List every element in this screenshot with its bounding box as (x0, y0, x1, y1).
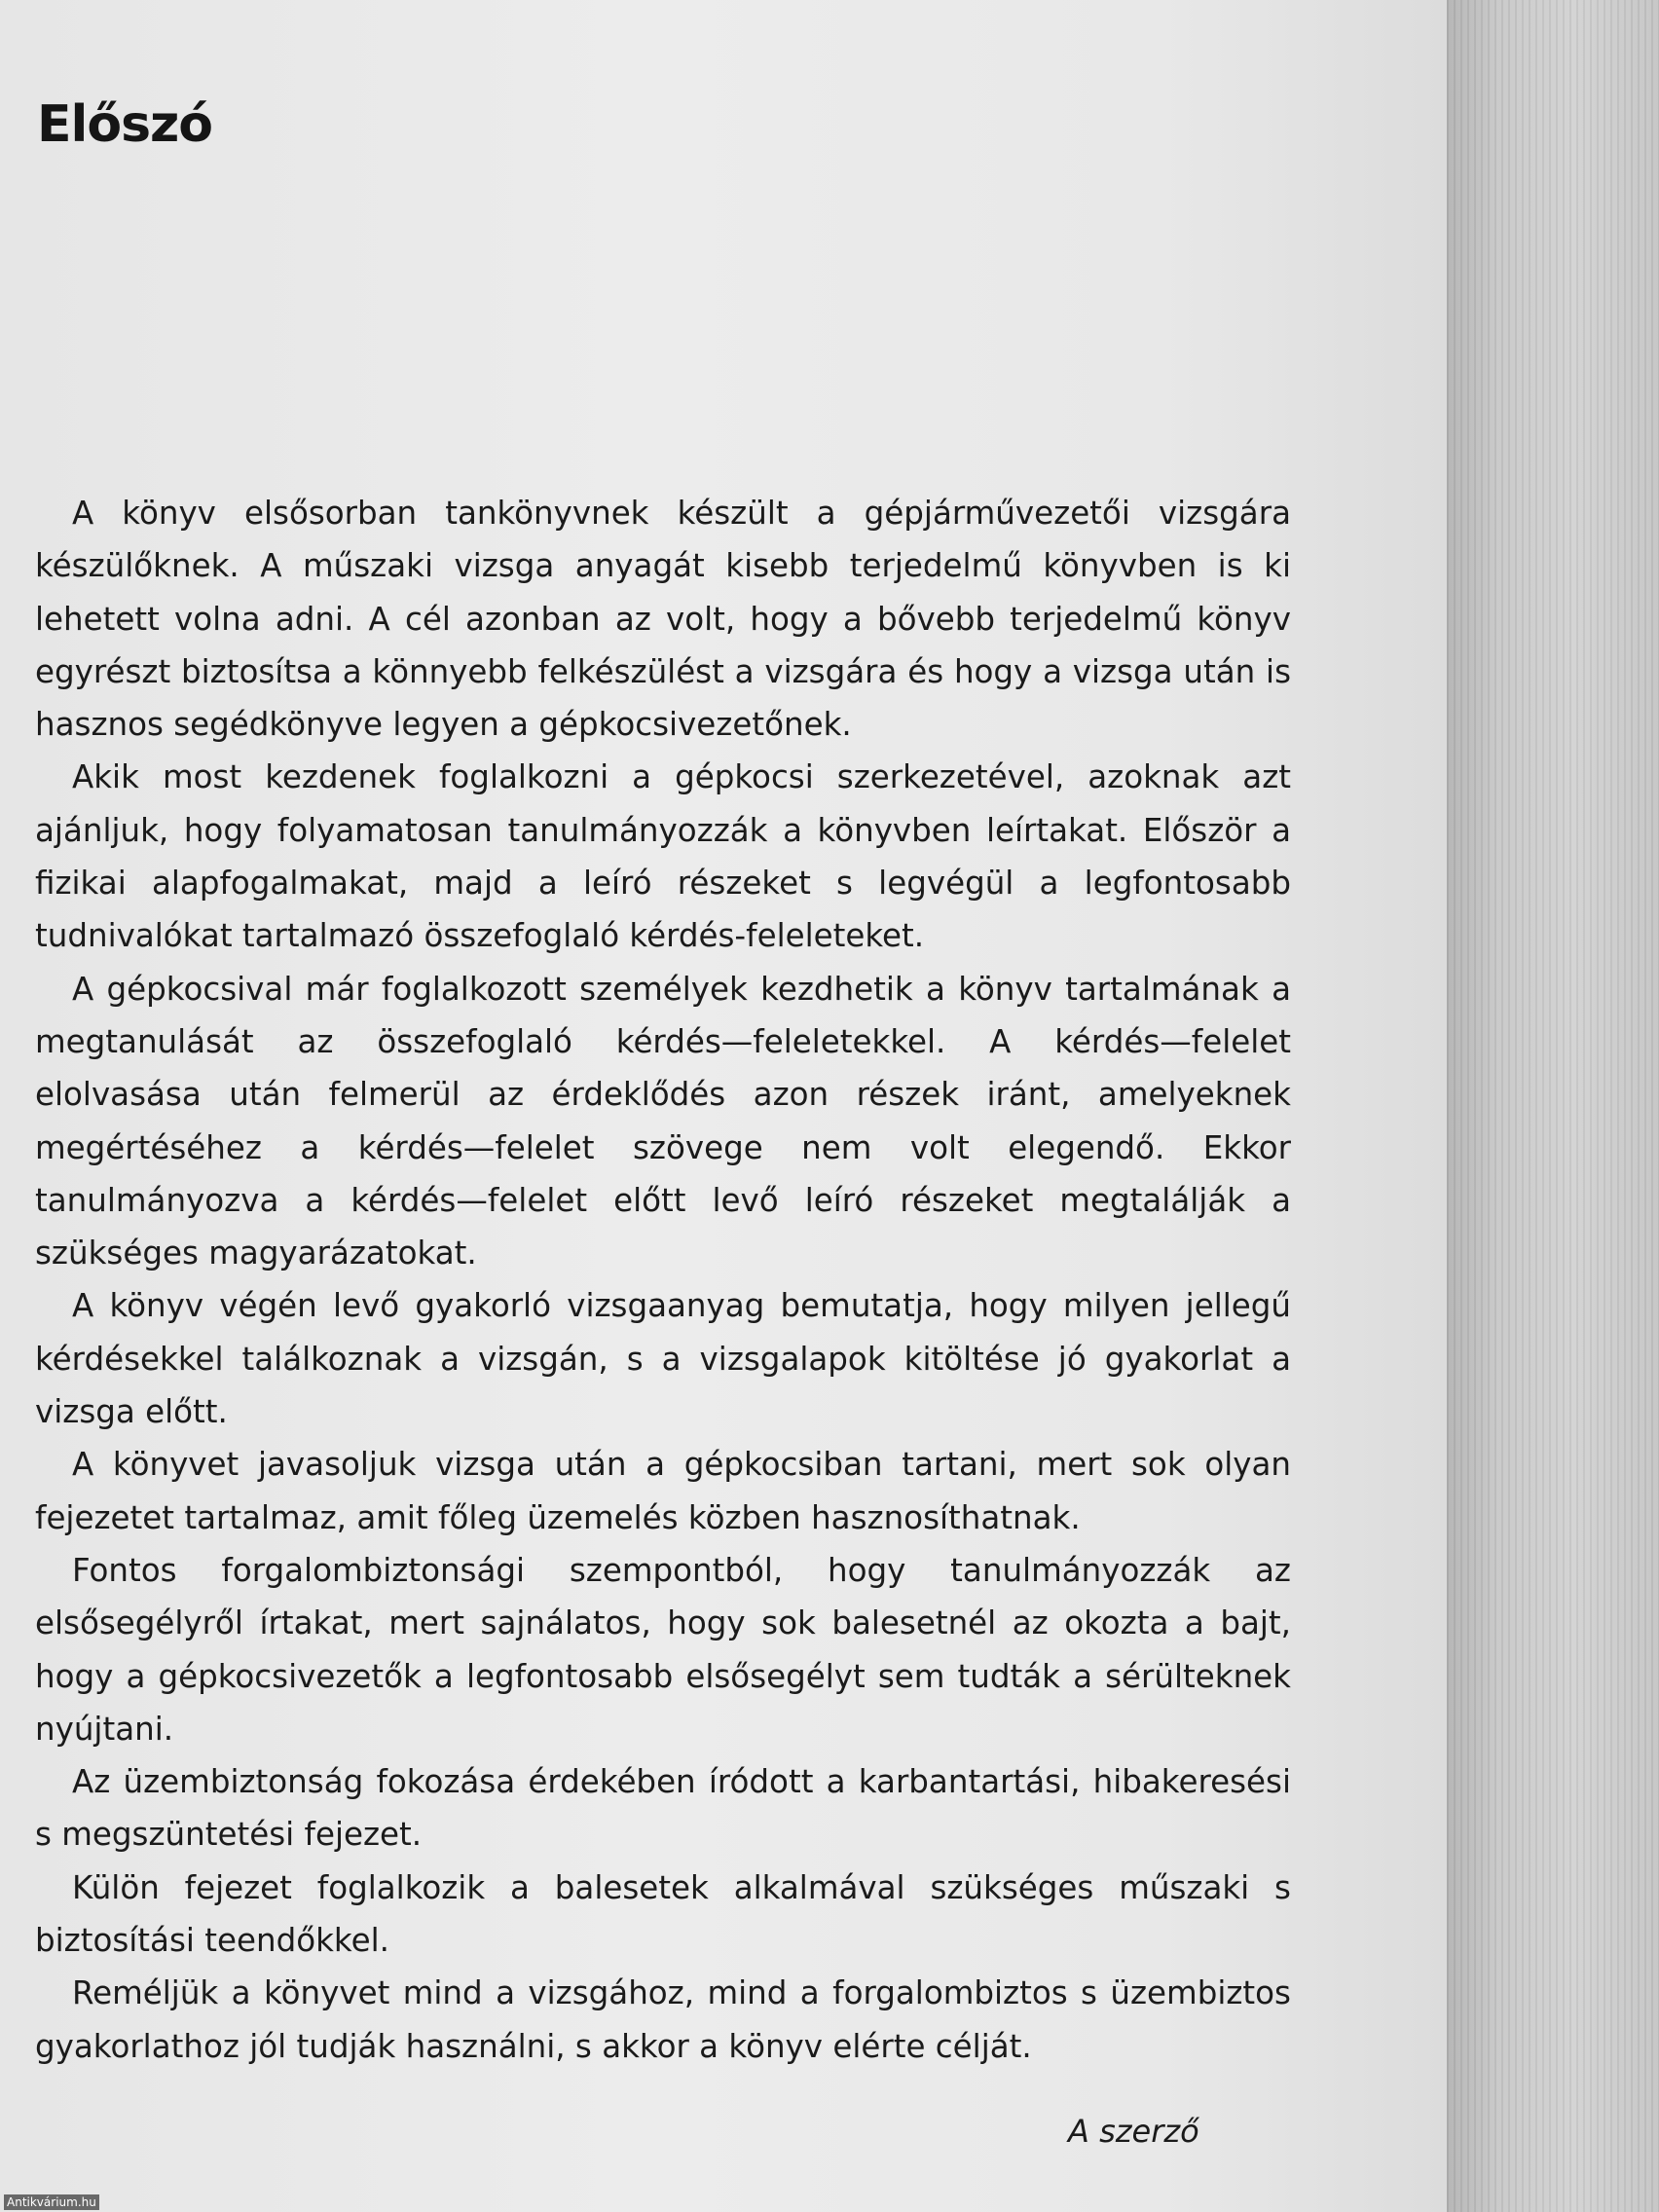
author-signature: A szerző (1068, 2113, 1199, 2150)
paragraph: A könyvet javasoljuk vizsga után a gépkocsiban tartani, mert sok olyan fejezetet tartalmaz, amit főleg üzemelés közben hasznosíthatnak. (35, 1446, 1291, 1536)
adjacent-page-edge (1447, 0, 1659, 2212)
paragraph: Fontos forgalombiztonsági szempontból, hogy tanulmányozzák az elsősegélyről írtakat, mert sajnálatos, hogy sok balesetnél az okozta a bajt, hogy a gépkocsivezetők a legfontosabb elsősegélyt sem tudták a sérülteknek nyújtani. (35, 1551, 1291, 1748)
paragraph: Akik most kezdenek foglalkozni a gépkocsi szerkezetével, azoknak azt ajánljuk, hogy folyamatosan tanulmányozzák a könyvben leírtakat. Először a fizikai alapfogalmakat, majd a leíró részeket s legvégül a legfontosabb tudnivalókat tartalmazó összefoglaló kérdés-feleleteket. (35, 758, 1291, 955)
paragraph: Az üzembiztonság fokozása érdekében íródott a karbantartási, hibakeresési s megszüntetési fejezet. (35, 1763, 1291, 1854)
preface-body (35, 487, 1291, 2073)
page-title: Előszó (37, 95, 213, 154)
paragraph: A könyv végén levő gyakorló vizsgaanyag bemutatja, hogy milyen jellegű kérdésekkel találkoznak a vizsgán, s a vizsgalapok kitöltése jó gyakorlat a vizsga előtt. (35, 1287, 1291, 1431)
paragraph: Reméljük a könyvet mind a vizsgához, mind a forgalombiztos s üzembiztos gyakorlathoz jól tudják használni, s akkor a könyv elérte célját. (35, 1974, 1291, 2065)
paragraph: A gépkocsival már foglalkozott személyek kezdhetik a könyv tartalmának a megtanulását az összefoglaló kérdés—feleletekkel. A kérdés—felelet elolvasása után felmerül az érdeklődés azon részek iránt, amelyeknek megértéséhez a kérdés—felelet szövege nem volt elegendő. Ekkor tanulmányozva a kérdés—felelet előtt levő leíró részeket megtalálják a szükséges magyarázatokat. (35, 970, 1291, 1272)
paragraph: Külön fejezet foglalkozik a balesetek alkalmával szükséges műszaki s biztosítási teendőkkel. (35, 1868, 1291, 1960)
watermark: Antikvárium.hu (4, 2194, 99, 2210)
paragraph: A könyv elsősorban tankönyvnek készült a gépjárművezetői vizsgára készülőknek. A műszaki vizsga anyagát kisebb terjedelmű könyvben is ki lehetett volna adni. A cél azonban az volt, hogy a bővebb terjedelmű könyv egyrészt biztosítsa a könnyebb felkészülést a vizsgára és hogy a vizsga után is hasznos segédkönyve legyen a gépkocsivezetőnek. (35, 495, 1291, 744)
